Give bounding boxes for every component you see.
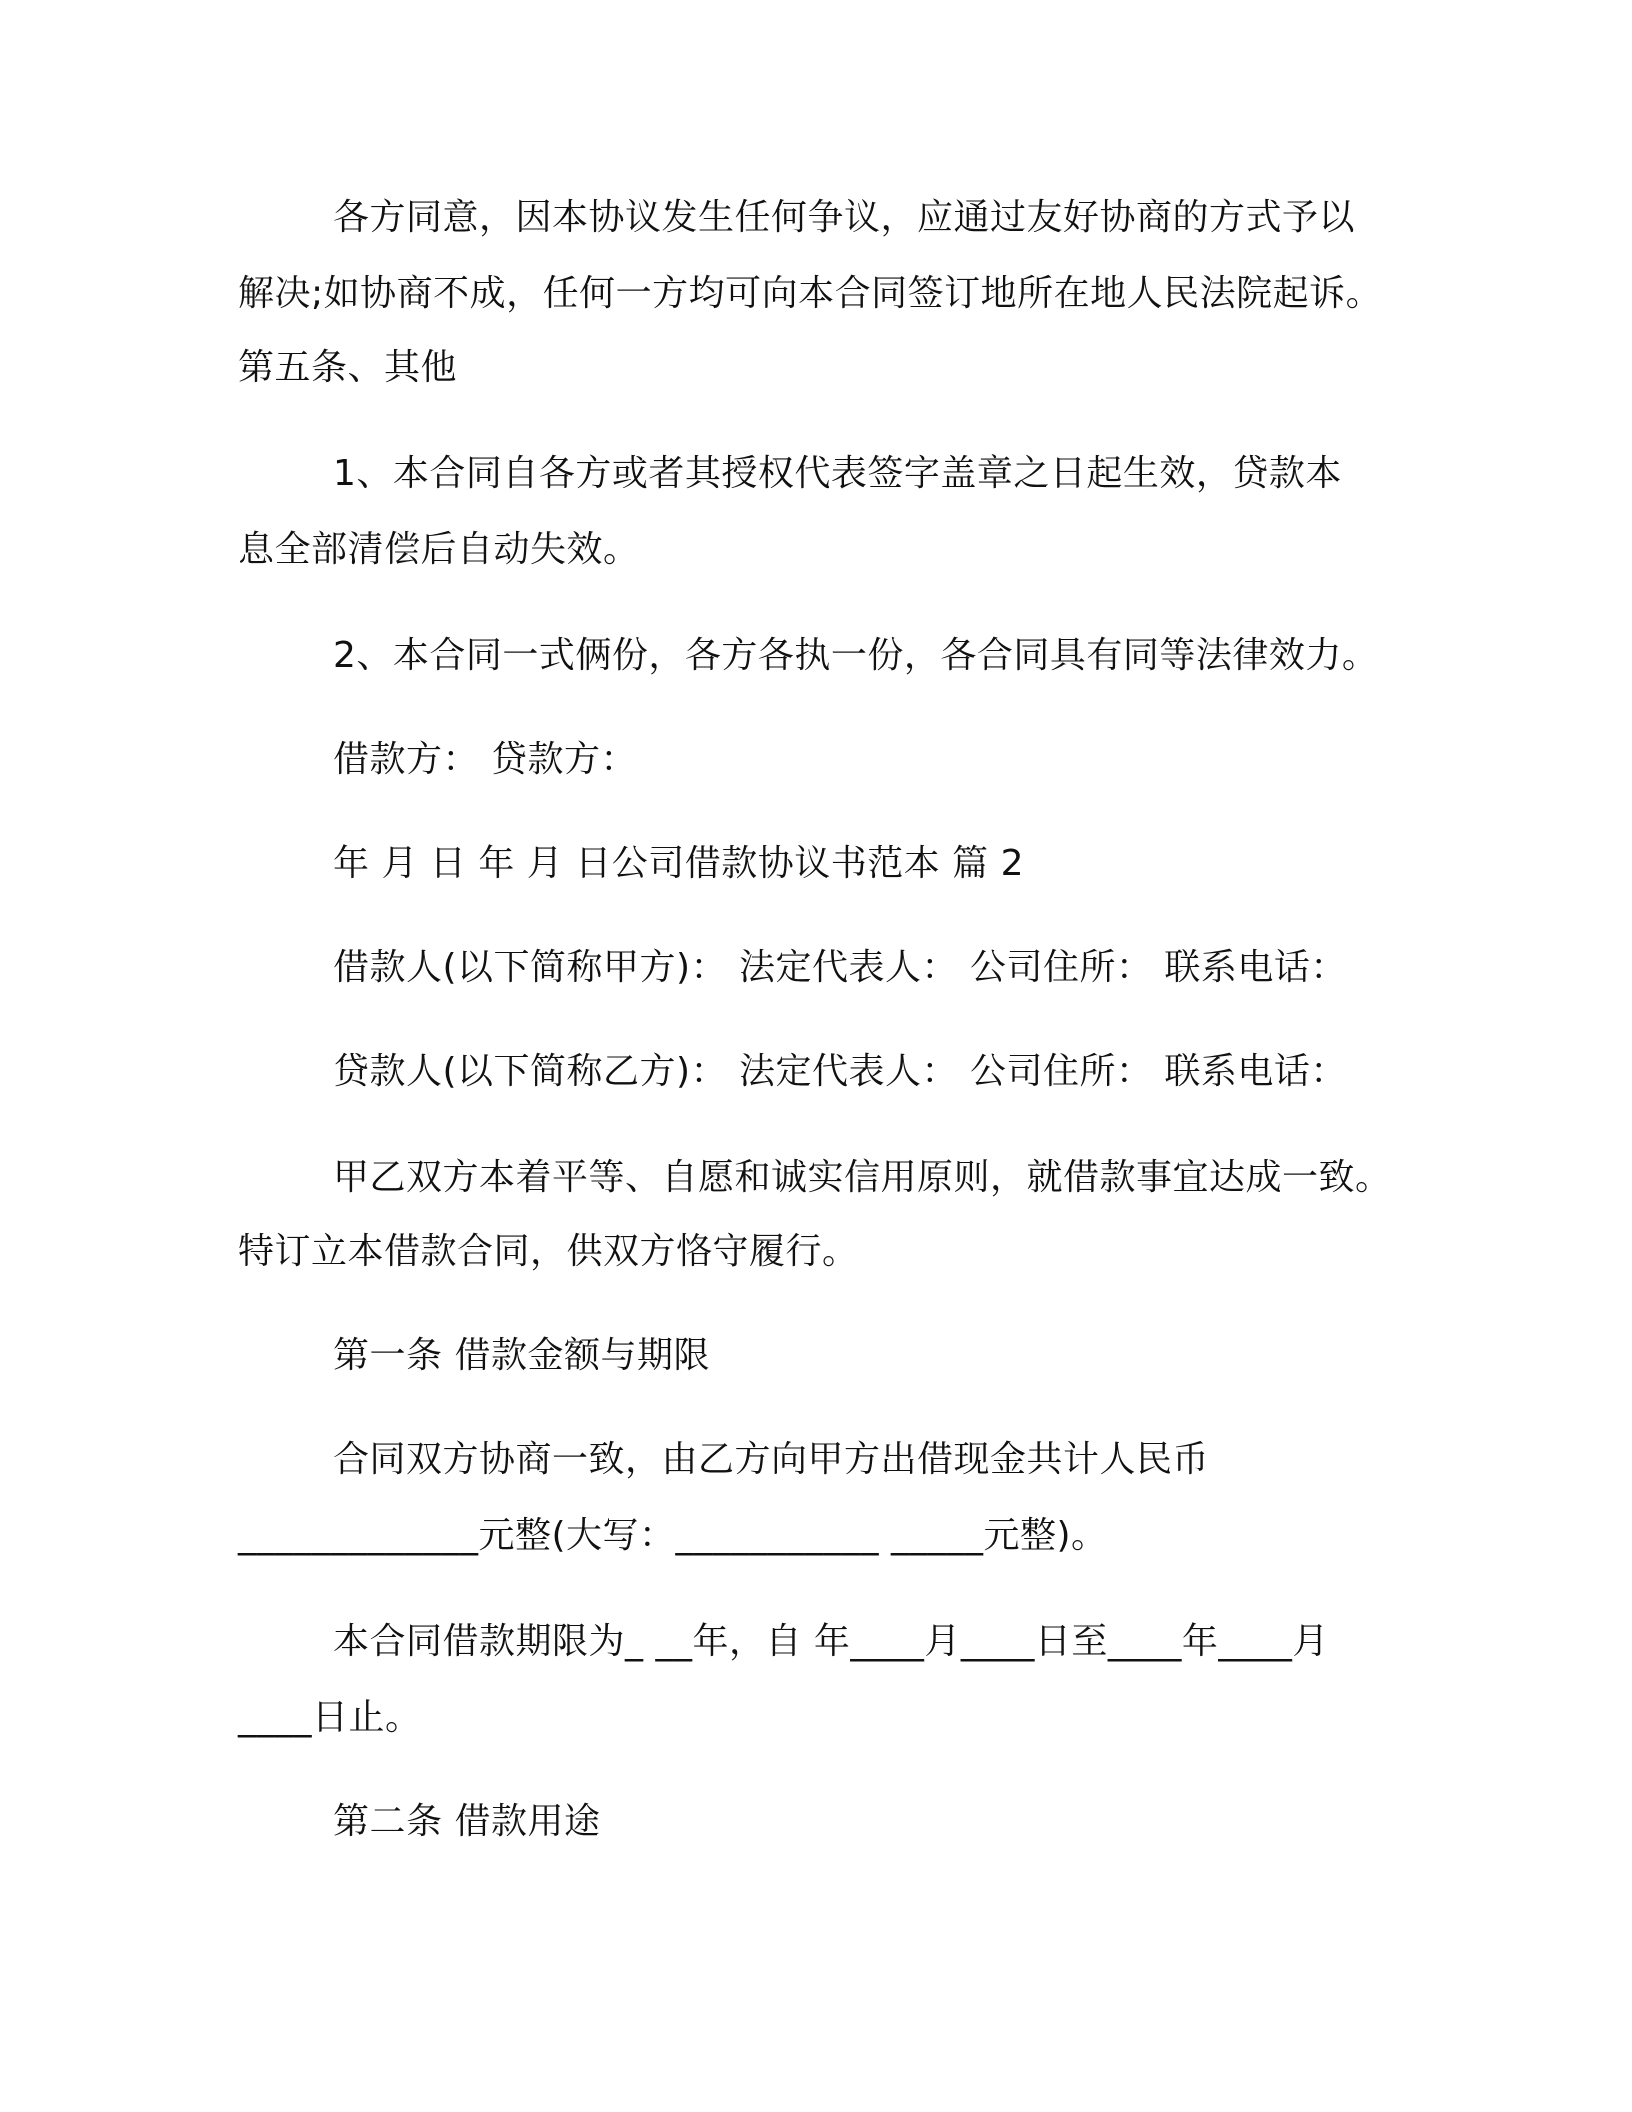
preamble-line-1: 甲乙双方本着平等、自愿和诚实信用原则，就借款事宜达成一致。 — [333, 1157, 1392, 1198]
paragraph-dispute-line-2: 解决;如协商不成，任何一方均可向本合同签订地所在地人民法院起诉。 — [238, 273, 1383, 314]
paragraph-dispute-line-1: 各方同意，因本协议发生任何争议，应通过友好协商的方式予以 — [333, 197, 1356, 238]
clause-5-2: 2、本合同一式俩份，各方各执一份，各合同具有同等法律效力。 — [333, 635, 1379, 676]
heading-article-1: 第一条 借款金额与期限 — [333, 1335, 710, 1376]
signature-parties: 借款方： 贷款方： — [333, 739, 637, 780]
heading-article-2: 第二条 借款用途 — [333, 1801, 601, 1842]
clause-5-1-line-2: 息全部清偿后自动失效。 — [238, 529, 640, 570]
date-and-title-line: 年 月 日 年 月 日公司借款协议书范本 篇 2 — [333, 843, 1025, 884]
term-line-2: ____日止。 — [238, 1697, 422, 1738]
borrower-info: 借款人(以下简称甲方)： 法定代表人： 公司住所： 联系电话： — [333, 947, 1347, 988]
term-line-1: 本合同借款期限为_ __年，自 年____月____日至____年____月 — [333, 1621, 1329, 1662]
amount-line-2: _____________元整(大写：___________ _____元整)。 — [238, 1515, 1108, 1556]
heading-article-5: 第五条、其他 — [238, 347, 458, 388]
preamble-line-2: 特订立本借款合同，供双方恪守履行。 — [238, 1231, 859, 1272]
lender-info: 贷款人(以下简称乙方)： 法定代表人： 公司住所： 联系电话： — [333, 1051, 1347, 1092]
clause-5-1-line-1: 1、本合同自各方或者其授权代表签字盖章之日起生效，贷款本 — [333, 453, 1342, 494]
amount-line-1: 合同双方协商一致，由乙方向甲方出借现金共计人民币 — [333, 1439, 1210, 1480]
